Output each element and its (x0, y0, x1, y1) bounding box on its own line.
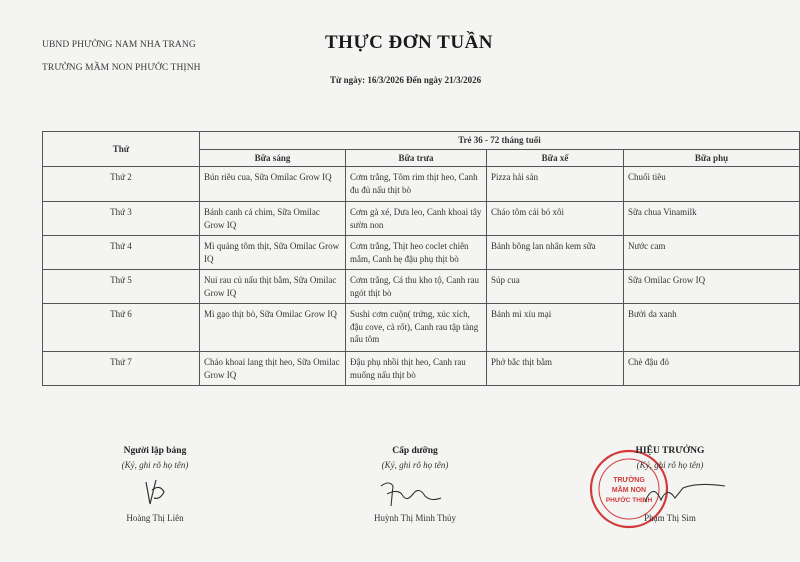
table-row (43, 236, 800, 270)
lunch-cell: Cơm trắng, Cá thu kho tộ, Canh rau ngót thịt bò (346, 270, 487, 304)
extra-cell: Bưởi da xanh (624, 304, 800, 352)
signature-role: HIỆU TRƯỞNG (635, 446, 705, 456)
day-cell: Thứ 5 (43, 270, 200, 304)
signature-role: Người lập bảng (123, 446, 187, 456)
lunch-header: Bữa trưa (346, 149, 487, 167)
breakfast-cell: Bánh canh cá chim, Sữa Omilac Grow IQ (200, 202, 346, 236)
snack-cell: Pizza hải sản (487, 167, 624, 202)
snack-cell: Cháo tôm cải bó xôi (487, 202, 624, 236)
signature-name: Hoàng Thị Liên (126, 513, 184, 523)
svg-text:PHƯỚC THỊNH: PHƯỚC THỊNH (605, 497, 653, 504)
day-cell: Thứ 7 (43, 352, 200, 386)
day-cell: Thứ 2 (43, 167, 200, 202)
extra-cell: Chuối tiêu (624, 167, 800, 202)
org-line-1: UBND PHƯỜNG NAM NHA TRANG (42, 40, 196, 50)
handwritten-signature (345, 472, 485, 512)
afternoon-snack-header: Bữa xế (487, 149, 624, 167)
table-row (43, 304, 800, 352)
day-cell: Thứ 4 (43, 236, 200, 270)
page-title: THỰC ĐƠN TUẦN (325, 32, 494, 53)
lunch-cell: Cơm trắng, Tôm rim thịt heo, Canh đu đủ nấu thịt bò (346, 167, 487, 202)
snack-cell: Bánh mì xíu mại (487, 304, 624, 352)
lunch-cell: Đậu phụ nhồi thịt heo, Canh rau muống nấu thịt bò (346, 352, 487, 386)
extra-meal-header: Bữa phụ (624, 149, 800, 167)
table-row (43, 202, 800, 236)
day-column-header: Thứ (43, 132, 200, 167)
table-row (43, 352, 800, 386)
snack-cell: Bánh bông lan nhân kem sữa (487, 236, 624, 270)
day-cell: Thứ 6 (43, 304, 200, 352)
signature-block-cook (345, 446, 485, 523)
menu-table (42, 131, 800, 386)
org-line-2: TRƯỜNG MẦM NON PHƯỚC THỊNH (42, 63, 201, 73)
signature-name: Phạm Thị Sim (644, 513, 696, 523)
extra-cell: Sữa Omilac Grow IQ (624, 270, 800, 304)
signature-name: Huỳnh Thị Minh Thủy (374, 513, 456, 523)
svg-text:MẦM NON: MẦM NON (611, 487, 647, 494)
lunch-cell: Cơm trắng, Thịt heo coclet chiên mắm, Canh hẹ đậu phụ thịt bò (346, 236, 487, 270)
snack-cell: Súp cua (487, 270, 624, 304)
breakfast-cell: Cháo khoai lang thịt heo, Sữa Omilac Grow IQ (200, 352, 346, 386)
extra-cell: Nước cam (624, 236, 800, 270)
signature-note: (Ký, ghi rõ họ tên) (636, 460, 704, 470)
breakfast-cell: Mì quảng tôm thịt, Sữa Omilac Grow IQ (200, 236, 346, 270)
handwritten-signature (90, 472, 220, 512)
breakfast-cell: Nui rau củ nấu thịt bằm, Sữa Omilac Grow IQ (200, 270, 346, 304)
lunch-cell: Cơm gà xé, Dưa leo, Canh khoai tây sườn non (346, 202, 487, 236)
table-row (43, 167, 800, 202)
extra-cell: Chè đậu đỏ (624, 352, 800, 386)
signature-block-preparer (90, 446, 220, 523)
breakfast-cell: Mì gạo thịt bò, Sữa Omilac Grow IQ (200, 304, 346, 352)
breakfast-cell: Bún riêu cua, Sữa Omilac Grow IQ (200, 167, 346, 202)
snack-cell: Phở bắc thịt bằm (487, 352, 624, 386)
date-range: Từ ngày: 16/3/2026 Đến ngày 21/3/2026 (330, 75, 482, 85)
day-cell: Thứ 3 (43, 202, 200, 236)
signature-note: (Ký, ghi rõ họ tên) (381, 460, 449, 470)
breakfast-header: Bữa sáng (200, 149, 346, 167)
handwritten-signature (605, 472, 735, 512)
signature-role: Cấp dưỡng (392, 446, 438, 456)
extra-cell: Sữa chua Vinamilk (624, 202, 800, 236)
table-row (43, 270, 800, 304)
signature-note: (Ký, ghi rõ họ tên) (121, 460, 189, 470)
lunch-cell: Sushi cơm cuộn( trứng, xúc xích, đậu cove, cà rốt), Canh rau tập tàng nấu tôm (346, 304, 487, 352)
svg-text:TRƯỜNG: TRƯỜNG (613, 477, 645, 484)
age-group-header: Trẻ 36 - 72 tháng tuổi (200, 132, 800, 150)
